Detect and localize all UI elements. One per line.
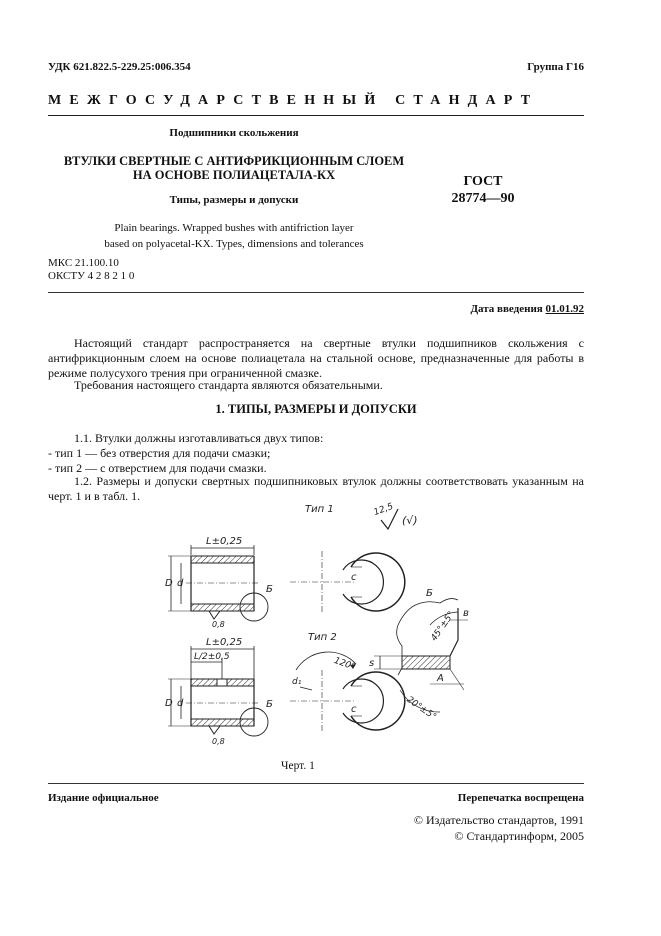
clause-1-1-text: 1.1. Втулки должны изготавливаться двух типов: bbox=[74, 431, 324, 445]
copyright-1: © Издательство стандартов, 1991 bbox=[413, 813, 584, 827]
detail-angle-45: 45°±5° bbox=[429, 609, 457, 644]
type1-dim-d: d bbox=[177, 578, 184, 589]
detail-dim-b: в bbox=[463, 608, 469, 619]
type1-length-dim: L±0,25 bbox=[206, 536, 243, 547]
date-label: Дата введения bbox=[470, 303, 543, 315]
type2-end-view bbox=[290, 652, 405, 732]
intro-paragraph: Настоящий стандарт распространяется на свертные втулки подшипников скольжения с антифрикционным слоем на основе полиацетала на стальной основе, предназначенные для работы в режиме полусухого трения при ограниченной смазке. bbox=[48, 336, 584, 380]
type1-end-view bbox=[290, 551, 405, 613]
type-1-label: Тип 1 bbox=[305, 504, 334, 515]
mks-code: МКС 21.100.10 bbox=[48, 257, 119, 269]
title-line-1: ВТУЛКИ СВЕРТНЫЕ С АНТИФРИКЦИОННЫМ СЛОЕМ bbox=[63, 154, 405, 168]
reprint-prohibited: Перепечатка воспрещена bbox=[457, 792, 584, 804]
section-heading: 1. ТИПЫ, РАЗМЕРЫ И ДОПУСКИ bbox=[215, 402, 417, 416]
detail-dim-A: A bbox=[437, 673, 444, 684]
udk-code: УДК 621.822.5-229.25:006.354 bbox=[48, 61, 191, 73]
interstate-standard-heading: МЕЖГОСУДАРСТВЕННЫЙ СТАНДАРТ bbox=[48, 93, 539, 108]
english-line-1: Plain bearings. Wrapped bushes with antifriction layer bbox=[114, 222, 354, 234]
bottom-divider bbox=[48, 783, 584, 784]
detail-angle-20: 20°±5° bbox=[404, 694, 438, 723]
type1-roughness-08: 0,8 bbox=[212, 620, 225, 629]
roughness-value: 12,5 bbox=[372, 501, 395, 519]
roughness-paren: (√) bbox=[402, 514, 418, 527]
type2-dim-D: D bbox=[165, 698, 173, 709]
type-1-item: - тип 1 — без отверстия для подачи смазки; bbox=[48, 446, 271, 460]
type2-length-dim: L±0,25 bbox=[206, 637, 243, 648]
copyright-2: © Стандартинформ, 2005 bbox=[454, 829, 584, 843]
type2-roughness-08: 0,8 bbox=[212, 737, 225, 746]
detail-view-B-label: Б bbox=[426, 588, 433, 599]
gost-label: ГОСТ bbox=[463, 174, 503, 189]
type1-view-B: Б bbox=[266, 584, 273, 595]
type1-dim-D: D bbox=[165, 578, 173, 589]
group-code: Группа Г16 bbox=[527, 61, 584, 73]
detail-dim-s: s bbox=[369, 658, 375, 669]
type2-half-length-dim: L/2±0,5 bbox=[194, 652, 230, 662]
roughness-symbol bbox=[373, 502, 418, 529]
type-2-label: Тип 2 bbox=[308, 632, 337, 643]
type-2-item: - тип 2 — с отверстием для подачи смазки. bbox=[48, 461, 267, 475]
type2-dim-c: c bbox=[351, 704, 357, 715]
mandatory-paragraph: Требования настоящего стандарта являются обязательными. bbox=[74, 378, 383, 392]
type2-dim-d1: d₁ bbox=[292, 677, 302, 687]
type1-dim-c: c bbox=[351, 572, 357, 583]
gost-number: 28774—90 bbox=[451, 191, 515, 206]
type2-dim-d: d bbox=[177, 698, 184, 709]
type2-side-view bbox=[165, 637, 273, 746]
type2-angle-120: 120° bbox=[332, 655, 357, 673]
english-line-2: based on polyacetal-KX. Types, dimensions and tolerances bbox=[104, 238, 364, 250]
title-subtitle: Типы, размеры и допуски bbox=[169, 194, 299, 206]
figure-caption: Черт. 1 bbox=[281, 760, 315, 772]
subject-line: Подшипники скольжения bbox=[169, 127, 299, 139]
type2-view-B: Б bbox=[266, 699, 273, 710]
type1-side-view bbox=[165, 536, 273, 629]
official-edition: Издание официальное bbox=[48, 792, 159, 804]
date-value: 01.01.92 bbox=[545, 303, 584, 315]
clause-1-2: 1.2. Размеры и допуски свертных подшипниковых втулок должны соответствовать указанным на черт. 1 и в табл. 1. bbox=[48, 474, 584, 503]
okstu-code: ОКСТУ 4 2 8 2 1 0 bbox=[48, 270, 135, 282]
title-line-2: НА ОСНОВЕ ПОЛИАЦЕТАЛА-КХ bbox=[132, 168, 336, 182]
